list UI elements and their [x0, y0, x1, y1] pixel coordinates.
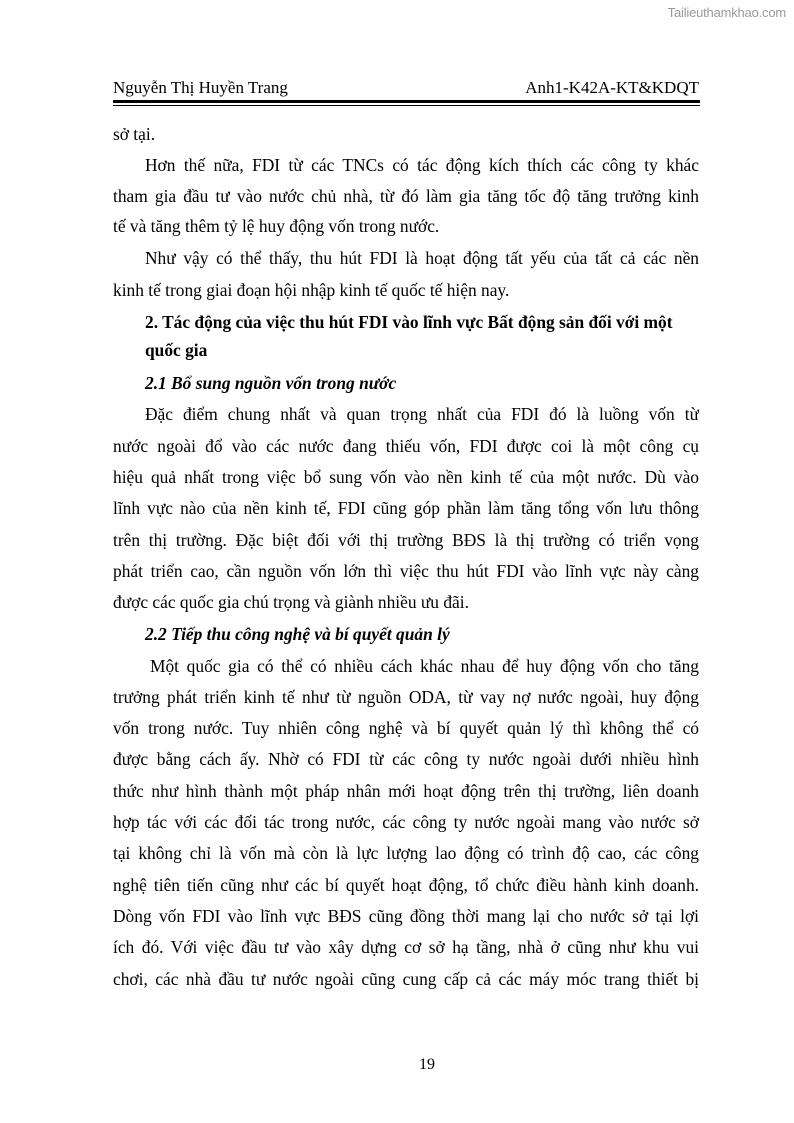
section-heading: 2. Tác động của việc thu hút FDI vào lĩnh vực Bất động sản đối với một: [145, 312, 673, 332]
text-line: lĩnh vực nào của nền kinh tế, FDI cũng góp phần làm tăng tổng vốn lưu thông: [113, 498, 699, 518]
header-rule-thick: [113, 100, 700, 103]
header-rule-thin: [113, 105, 700, 106]
text-line: Đặc điểm chung nhất và quan trọng nhất của FDI đó là luồng vốn từ: [145, 404, 699, 424]
text-line: nghệ tiên tiến cũng như các bí quyết hoạt động, tổ chức điều hành kinh doanh.: [113, 875, 699, 895]
section-heading: quốc gia: [145, 340, 208, 360]
page-number: 19: [419, 1056, 435, 1073]
text-line: trưởng phát triển kinh tế như từ nguồn ODA, từ vay nợ nước ngoài, huy động: [113, 687, 699, 707]
text-line: phát triển cao, cần nguồn vốn lớn thì việc thu hút FDI vào lĩnh vực này càng: [113, 561, 699, 581]
section-heading: 2.2 Tiếp thu công nghệ và bí quyết quản lý: [145, 624, 450, 644]
text-line: nước ngoài đổ vào các nước đang thiếu vốn, FDI được coi là một công cụ: [113, 436, 699, 456]
text-line: trên thị trường. Đặc biệt đối với thị trường BĐS là thị trường có triển vọng: [113, 530, 699, 550]
header-author: Nguyễn Thị Huyền Trang: [113, 78, 288, 97]
watermark: Tailieuthamkhao.com: [667, 5, 786, 20]
text-line: Hơn thế nữa, FDI từ các TNCs có tác động kích thích các công ty khác: [145, 155, 699, 175]
section-heading: 2.1 Bổ sung nguồn vốn trong nước: [145, 373, 397, 393]
text-line: sở tại.: [113, 124, 156, 144]
text-line: Dòng vốn FDI vào lĩnh vực BĐS cũng đồng thời mang lại cho nước sở tại lợi: [113, 906, 699, 926]
text-line: Một quốc gia có thể có nhiều cách khác nhau để huy động vốn cho tăng: [150, 656, 699, 676]
text-line: tham gia đầu tư vào nước chủ nhà, từ đó làm gia tăng tốc độ tăng trưởng kinh: [113, 186, 699, 206]
text-line: kinh tế trong giai đoạn hội nhập kinh tế quốc tế hiện nay.: [113, 280, 510, 300]
text-line: hiệu quả nhất trong việc bổ sung vốn vào nền kinh tế của một nước. Dù vào: [113, 467, 699, 487]
header-class: Anh1-K42A-KT&KDQT: [525, 78, 699, 97]
text-line: hợp tác với các đối tác trong nước, các công ty nước ngoài mang vào nước sở: [113, 812, 699, 832]
text-line: vốn trong nước. Tuy nhiên công nghệ và bí quyết quản lý thì không thể có: [113, 718, 699, 738]
text-line: được bằng cách ấy. Nhờ có FDI từ các công ty nước ngoài dưới nhiều hình: [113, 749, 699, 769]
text-line: được các quốc gia chú trọng và giành nhiều ưu đãi.: [113, 592, 469, 612]
text-line: ích đó. Với việc đầu tư vào xây dựng cơ sở hạ tầng, nhà ở cũng như khu vui: [113, 937, 699, 957]
text-line: thức như hình thành một pháp nhân mới hoạt động trên thị trường, liên doanh: [113, 781, 699, 801]
text-line: tại không chỉ là vốn mà còn là lực lượng lao động có trình độ cao, các công: [113, 843, 699, 863]
text-line: tế và tăng thêm tỷ lệ huy động vốn trong nước.: [113, 216, 440, 236]
text-line: chơi, các nhà đầu tư nước ngoài cũng cung cấp cả các máy móc trang thiết bị: [113, 969, 699, 989]
text-line: Như vậy có thể thấy, thu hút FDI là hoạt động tất yếu của tất cả các nền: [145, 248, 699, 268]
